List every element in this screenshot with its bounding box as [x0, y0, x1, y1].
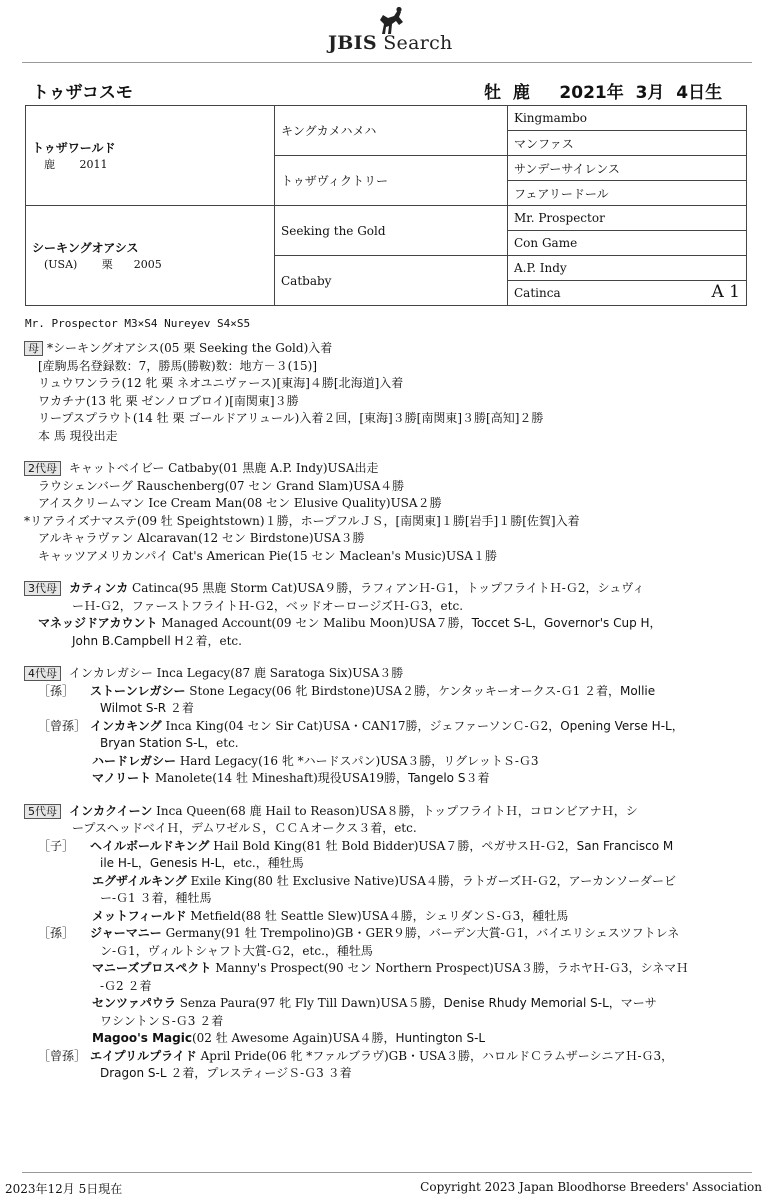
horse-link[interactable]: マノリート — [92, 771, 152, 785]
race-text: Bryan Station S-L — [100, 736, 205, 750]
record-line — [24, 855, 759, 873]
record-line — [24, 770, 759, 788]
horse-link[interactable]: カティンカ — [65, 581, 129, 595]
record-text: ープスヘッドベイＨ，デムワゼルＳ，ＣＣＡオークス３着，etc. — [72, 821, 417, 835]
record-line — [24, 633, 759, 651]
record-text: *シーキングオアシス(05 栗 Seeking the Gold)入着 — [47, 341, 333, 355]
horse-link[interactable]: ストーンレガシー — [90, 683, 186, 698]
relation-label: ［曾孫］ — [38, 718, 87, 733]
ped-g3-2[interactable]: マンファス — [508, 131, 747, 156]
family-section — [24, 803, 759, 1083]
ped-g3-6[interactable]: Con Game — [508, 231, 747, 256]
record-line — [24, 943, 759, 961]
race-text: Denise Rhudy Memorial S-L — [443, 996, 609, 1010]
dam-detail: (USA) 栗 2005 — [44, 258, 162, 271]
ped-g3-1[interactable]: Kingmambo — [508, 106, 747, 131]
generation-tag: 2代母 — [24, 461, 61, 476]
logo-search: Search — [383, 32, 453, 54]
race-text: Tangelo S — [408, 771, 466, 785]
horse-link[interactable]: メットフィールド — [92, 908, 187, 923]
record-text: Metfield(88 牡 Seattle Slew)USA４勝，シェリダンＳ-Ｇ3，種牡馬 — [186, 908, 569, 923]
ped-g3-8[interactable]: Catinca — [514, 286, 561, 300]
race-text: Toccet S-L，Governor's Cup H， — [471, 616, 662, 630]
record-line — [24, 495, 759, 513]
record-line — [24, 665, 759, 683]
record-text: 本 馬 現役出走 — [38, 428, 118, 443]
horse-link[interactable]: ハードレガシー — [92, 753, 177, 768]
record-text: Managed Account(09 セン Malibu Moon)USA７勝， — [157, 616, 472, 630]
record-text: Exile King(80 牡 Exclusive Native)USA４勝，ラトガーズＨ-Ｇ2，アーカンソーダービ — [186, 873, 677, 888]
horse-link[interactable]: インカクイーン — [65, 803, 153, 818]
sire-sire[interactable]: キングカメハメハ — [275, 106, 508, 156]
horse-link[interactable]: エグザイルキング — [92, 873, 187, 888]
record-text: ２着，プレスティージＳ-Ｇ3 ３着 — [166, 1066, 352, 1080]
record-line — [24, 478, 759, 496]
record-text: Hail Bold King(81 牡 Bold Bidder)USA７勝，ペガサスＨ-Ｇ2， — [209, 838, 577, 853]
record-text: ，マーサ — [608, 996, 657, 1010]
horse-name: トゥザコスモ — [32, 83, 133, 103]
record-text: Manny's Prospect(90 セン Northern Prospect)USA３勝，ラホヤＨ-Ｇ3，シネマＨ — [211, 961, 689, 975]
record-line — [24, 960, 759, 978]
horse-link[interactable]: エイプリルプライド — [90, 1048, 197, 1063]
horse-link[interactable]: センツァパウラ — [92, 996, 176, 1010]
record-line — [24, 530, 759, 548]
record-text: Stone Legacy(06 牝 Birdstone)USA２勝，ケンタッキーオークス-Ｇ1 ２着， — [185, 683, 621, 698]
horse-link[interactable]: ヘイルボールドキング — [90, 838, 210, 853]
record-text: リュウワンララ(12 牝 栗 ネオユニヴァース)[東海]４勝[北海道]入着 — [38, 376, 404, 390]
family-section — [24, 460, 759, 565]
horse-info: 牡 鹿 2021年 3月 4日生 — [484, 83, 723, 103]
dam-dam[interactable]: Catbaby — [275, 256, 508, 306]
record-text: Hard Legacy(16 牝 *ハードスパン)USA３勝，リグレットＳ-Ｇ3 — [176, 753, 539, 768]
family-section — [24, 580, 759, 650]
record-line — [24, 803, 759, 821]
record-line — [24, 735, 759, 753]
logo-text — [328, 32, 453, 54]
generation-tag: 母 — [24, 341, 43, 356]
record-line — [24, 718, 759, 736]
record-text: ２着 — [166, 701, 194, 715]
record-line — [24, 598, 759, 616]
horse-link[interactable]: ジャーマニー — [90, 926, 162, 940]
footer-rule — [22, 1172, 752, 1173]
record-line — [24, 890, 759, 908]
record-text: キャッツアメリカンパイ Cat's American Pie(15 セン Maclean's Music)USA１勝 — [38, 548, 497, 563]
record-line — [24, 615, 759, 633]
dam-sire[interactable]: Seeking the Gold — [275, 206, 508, 256]
race-text: San Francisco M — [576, 838, 674, 853]
race-text: Mollie — [620, 683, 656, 698]
horse-link[interactable]: マネッジドアカウント — [38, 616, 158, 630]
race-text: ile H-L，Genesis H-L — [100, 856, 222, 870]
jbis-search-logo[interactable] — [318, 6, 468, 54]
record-line — [24, 340, 759, 358]
horse-link[interactable]: インカキング — [90, 718, 162, 733]
record-line — [24, 978, 759, 996]
record-line — [24, 580, 759, 598]
record-text: [産駒馬名登録数：7，勝馬(勝鞍)数：地方－３(15)] — [38, 358, 317, 373]
record-text: -Ｇ2 ２着 — [100, 978, 152, 993]
record-line — [24, 393, 759, 411]
record-line — [24, 1048, 759, 1066]
race-text: John B.Campbell H — [72, 633, 184, 648]
record-text: Catinca(95 黒鹿 Storm Cat)USA９勝，ラフィアンＨ-Ｇ1，トップフライトＨ-Ｇ2，シュヴィ — [128, 581, 645, 595]
record-text: Inca Queen(68 鹿 Hail to Reason)USA８勝，トップフライトＨ，コロンビアナＨ，シ — [152, 803, 638, 818]
record-text: ー-Ｇ1 ３着，種牡馬 — [100, 891, 212, 905]
record-line — [24, 838, 759, 856]
record-text: Manolete(14 牡 Mineshaft)現役USA19勝， — [151, 771, 409, 785]
record-text: Inca King(04 セン Sir Cat)USA・CAN17勝，ジェファーソンＣ-Ｇ2， — [161, 718, 561, 733]
relation-label: ［孫］ — [38, 926, 75, 940]
dam-cell — [26, 206, 275, 306]
record-line — [24, 410, 759, 428]
family-number: A 1 — [711, 282, 740, 302]
relation-label: ［曾孫］ — [38, 1048, 87, 1063]
sire-cell — [26, 106, 275, 206]
family-section — [24, 340, 759, 445]
record-text: リープスプラウト(14 牡 栗 ゴールドアリュール)入着２回，[東海]３勝[南関東]３勝[高知]２勝 — [38, 411, 544, 425]
relation-label: ［子］ — [38, 838, 75, 853]
record-line — [24, 548, 759, 566]
record-text: ２着，etc. — [183, 633, 242, 648]
race-text: Dragon S-L — [100, 1066, 167, 1080]
generation-tag: 4代母 — [24, 666, 61, 681]
record-text: ３着 — [465, 771, 490, 785]
record-text: ，etc.，種牡馬 — [221, 856, 304, 870]
record-text: Senza Paura(97 牝 Fly Till Dawn)USA５勝， — [175, 996, 444, 1010]
family-record — [24, 340, 759, 1083]
inbreeding-cross: Mr. Prospector M3×S4 Nureyev S4×S5 — [25, 317, 251, 330]
ped-g3-4[interactable]: フェアリードール — [508, 181, 747, 206]
relation-label: ［孫］ — [38, 683, 75, 698]
horse-link[interactable]: Magoo's Magic — [92, 1031, 192, 1045]
record-text: ーＨ-Ｇ2，ファーストフライトＨ-Ｇ2，ベッドオーロージズＨ-Ｇ3，etc. — [72, 598, 464, 613]
record-line — [24, 753, 759, 771]
record-line — [24, 925, 759, 943]
record-text: *リアライズナマステ(09 牡 Speightstown)１勝，ホープフルＪＳ，[南関東]１勝[岩手]１勝[佐賀]入着 — [24, 513, 580, 528]
record-text: (02 牡 Awesome Again)USA４勝， — [191, 1031, 396, 1045]
record-text: アルキャラヴァン Alcaravan(12 セン Birdstone)USA３勝 — [38, 531, 365, 545]
record-line — [24, 428, 759, 446]
record-line — [24, 1065, 759, 1083]
record-text: ワカチナ(13 牝 栗 ゼンノロブロイ)[南関東]３勝 — [38, 393, 299, 408]
race-text: Opening Verse H-L， — [560, 718, 684, 733]
ped-g3-8-cell — [508, 281, 747, 306]
record-line — [24, 375, 759, 393]
record-text: ワシントンＳ-Ｇ3 ２着 — [100, 1013, 224, 1028]
record-text: アイスクリームマン Ice Cream Man(08 セン Elusive Quality)USA２勝 — [38, 496, 442, 510]
ped-g3-5[interactable]: Mr. Prospector — [508, 206, 747, 231]
sire-name[interactable]: トゥザワールド — [32, 141, 116, 155]
race-text: Huntington S-L — [395, 1031, 486, 1045]
horse-link[interactable]: マニーズプロスペクト — [92, 961, 212, 975]
record-line — [24, 358, 759, 376]
record-line — [24, 513, 759, 531]
record-text: ラウシェンバーグ Rauschenberg(07 セン Grand Slam)USA４勝 — [38, 478, 405, 493]
record-line — [24, 1030, 759, 1048]
record-line — [24, 460, 759, 478]
ped-g3-7[interactable]: A.P. Indy — [508, 256, 747, 281]
sire-detail: 鹿 2011 — [44, 158, 108, 171]
ped-g3-3[interactable]: サンデーサイレンス — [508, 156, 747, 181]
header-rule — [22, 62, 752, 63]
record-line — [24, 1013, 759, 1031]
sire-dam[interactable]: トゥザヴィクトリー — [275, 156, 508, 206]
record-text: ン-Ｇ1，ヴィルトシャフト大賞-Ｇ2，etc.，種牡馬 — [100, 943, 373, 958]
generation-tag: 5代母 — [24, 804, 61, 819]
generation-tag: 3代母 — [24, 581, 61, 596]
record-text: インカレガシー Inca Legacy(87 鹿 Saratoga Six)USA３勝 — [65, 666, 404, 680]
record-line — [24, 908, 759, 926]
dam-name[interactable]: シーキングオアシス — [32, 241, 139, 255]
record-text: ，etc. — [204, 736, 239, 750]
pedigree-table — [25, 105, 747, 306]
copyright: Copyright 2023 Japan Bloodhorse Breeders' Association — [420, 1180, 762, 1194]
logo-jbis: JBIS — [328, 32, 377, 54]
record-line — [24, 995, 759, 1013]
record-line — [24, 700, 759, 718]
family-section — [24, 665, 759, 788]
record-text: April Pride(06 牝 *ファルブラヴ)GB・USA３勝，ハロルドＣラムザーシニアＨ-Ｇ3， — [196, 1048, 674, 1063]
record-line — [24, 683, 759, 701]
record-text: キャットベイビー Catbaby(01 黒鹿 A.P. Indy)USA出走 — [65, 461, 379, 475]
as-of-date: 2023年12月 5日現在 — [5, 1182, 123, 1196]
record-line — [24, 873, 759, 891]
record-line — [24, 820, 759, 838]
race-text: Wilmot S-R — [100, 701, 167, 715]
record-text: Germany(91 牡 Trempolino)GB・GER９勝，バーデン大賞-Ｇ1，バイエリシェスツフトレネ — [161, 926, 680, 940]
